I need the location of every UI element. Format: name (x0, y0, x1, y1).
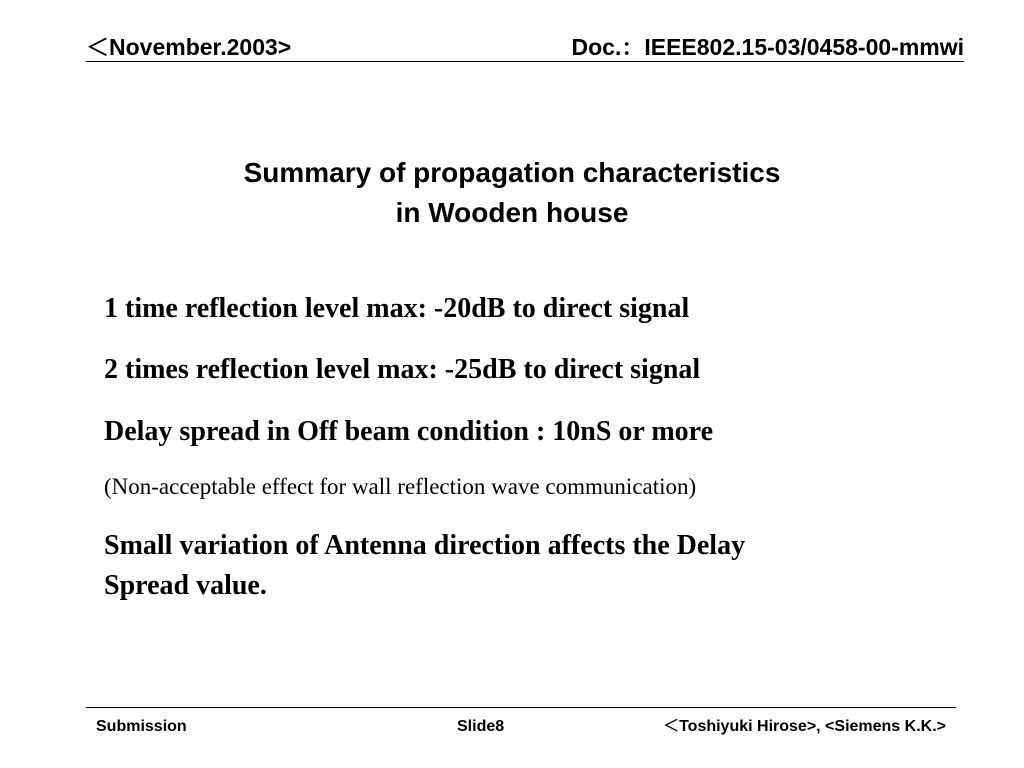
point-antenna-variation-line-1: Small variation of Antenna direction affects the Delay (104, 530, 746, 561)
footer-author: ＜Toshiyuki Hirose>, <Siemens K.K.> (663, 718, 946, 735)
point-delay-spread: Delay spread in Off beam condition : 10nS or more (104, 416, 714, 447)
footer-submission: Submission (96, 718, 187, 735)
slide-title-line-2: in Wooden house (395, 197, 629, 228)
point-reflection-2: 2 times reflection level max: -25dB to direct signal (104, 354, 701, 385)
point-reflection-1: 1 time reflection level max: -20dB to direct signal (104, 293, 690, 324)
header-date: ＜November.2003> (86, 34, 292, 60)
header-doc-id: Doc.：IEEE802.15-03/0458-00-mmwi (571, 34, 964, 60)
point-antenna-variation (104, 526, 924, 606)
slide-title (0, 153, 1024, 233)
footer-divider (86, 707, 956, 708)
slide-title-line-1: Summary of propagation characteristics (243, 157, 781, 188)
footer-slide-number: Slide8 (457, 718, 505, 735)
header-divider (86, 61, 964, 62)
point-delay-spread-note: (Non-acceptable effect for wall reflection wave communication) (104, 474, 697, 499)
point-antenna-variation-line-2: Spread value. (104, 570, 267, 601)
